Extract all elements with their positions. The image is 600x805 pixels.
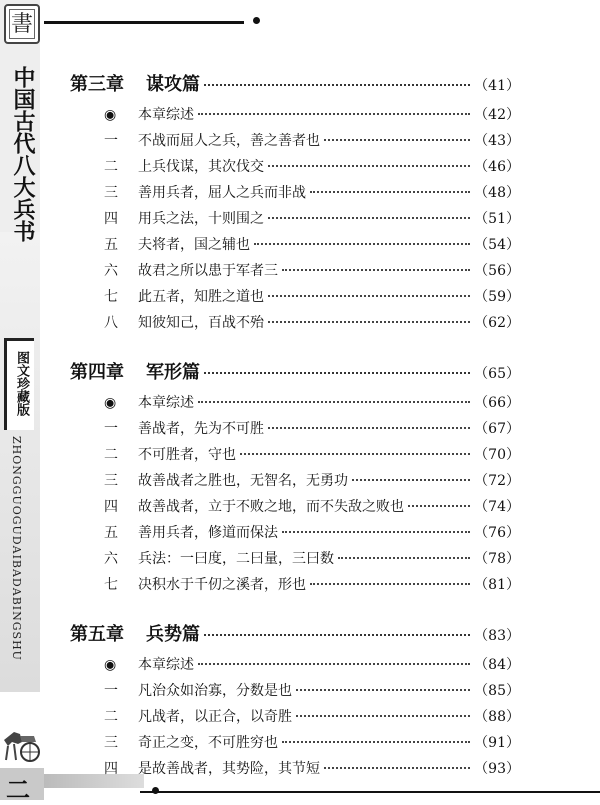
chariot-illustration [0, 722, 44, 764]
dot-leader [352, 479, 470, 481]
dot-leader [254, 243, 470, 245]
dot-leader [324, 767, 470, 769]
toc-entry[interactable] [70, 418, 520, 444]
toc-entry[interactable] [70, 680, 520, 706]
entry-title: 不战而屈人之兵，善之善者也 [138, 133, 320, 149]
dot-leader [338, 557, 470, 559]
entry-number: ◉ [104, 395, 117, 411]
entry-number: 二 [104, 159, 118, 175]
entry-page-number: （74） [474, 499, 520, 515]
toc-entry[interactable] [70, 574, 520, 600]
chapter-section [70, 358, 520, 600]
entry-title: 善战者，先为不可胜 [138, 421, 264, 437]
dot-leader [296, 689, 470, 691]
dot-leader [198, 113, 470, 115]
dot-leader [408, 505, 470, 507]
seal-logo [4, 4, 40, 44]
dot-leader [204, 84, 470, 86]
entry-number: 三 [104, 735, 118, 751]
chapter-page-number: （41） [474, 78, 520, 94]
spine [0, 0, 44, 804]
dot-leader [198, 401, 470, 403]
entry-page-number: （54） [474, 237, 520, 253]
edition-badge [4, 338, 34, 430]
toc-entry[interactable] [70, 156, 520, 182]
entry-page-number: （70） [474, 447, 520, 463]
chapter-number: 第四章 [70, 362, 124, 383]
dot-leader [282, 269, 470, 271]
entry-title: 故善战者，立于不败之地，而不失敌之败也 [138, 499, 404, 515]
entry-page-number: （72） [474, 473, 520, 489]
seal-logo-char: 書 [9, 9, 35, 39]
entry-number: 一 [104, 421, 118, 437]
entry-page-number: （93） [474, 761, 520, 777]
entry-number: 五 [104, 237, 118, 253]
dot-leader [282, 741, 470, 743]
edition-badge-label: 图文珍藏版 [14, 351, 29, 416]
entry-page-number: （78） [474, 551, 520, 567]
entry-title: 兵法：一曰度，二曰量，三曰数 [138, 551, 334, 567]
entry-page-number: （81） [474, 577, 520, 593]
entry-page-number: （85） [474, 683, 520, 699]
dot-leader [268, 217, 470, 219]
entry-number: 一 [104, 683, 118, 699]
toc-entry[interactable] [70, 654, 520, 680]
toc-entry[interactable] [70, 548, 520, 574]
entry-page-number: （91） [474, 735, 520, 751]
entry-title: 是故善战者，其势险，其节短 [138, 761, 320, 777]
toc-entry[interactable] [70, 706, 520, 732]
entry-page-number: （84） [474, 657, 520, 673]
toc-entry[interactable] [70, 496, 520, 522]
toc-entry[interactable] [70, 522, 520, 548]
chapter-page-number: （83） [474, 628, 520, 644]
entry-title: 善用兵者，修道而保法 [138, 525, 278, 541]
chapter-title: 谋攻篇 [146, 74, 200, 95]
entry-number: 四 [104, 499, 118, 515]
toc-entry[interactable] [70, 260, 520, 286]
book-title: 中国古代八大兵书 [10, 66, 36, 242]
entry-page-number: （62） [474, 315, 520, 331]
toc-entry[interactable] [70, 104, 520, 130]
entry-number: 七 [104, 289, 118, 305]
entry-title: 本章综述 [138, 107, 194, 123]
dot-leader [240, 453, 470, 455]
entry-number: 二 [104, 447, 118, 463]
chapter-page-number: （65） [474, 366, 520, 382]
entry-number: 七 [104, 577, 118, 593]
entry-number: 二 [104, 709, 118, 725]
entry-title: 知彼知己，百战不殆 [138, 315, 264, 331]
chapter-title: 兵势篇 [146, 624, 200, 645]
chapter-number: 第三章 [70, 74, 124, 95]
entry-title: 不可胜者，守也 [138, 447, 236, 463]
dot-leader [282, 531, 470, 533]
toc-entry[interactable] [70, 208, 520, 234]
table-of-contents [70, 70, 520, 804]
entry-title: 上兵伐谋，其次伐交 [138, 159, 264, 175]
entry-number: 五 [104, 525, 118, 541]
top-rule [44, 21, 244, 24]
dot-leader [324, 139, 470, 141]
entry-page-number: （51） [474, 211, 520, 227]
entry-number: ◉ [104, 107, 117, 123]
entry-title: 用兵之法，十则围之 [138, 211, 264, 227]
chapter-title: 军形篇 [146, 362, 200, 383]
entry-page-number: （59） [474, 289, 520, 305]
toc-entry[interactable] [70, 312, 520, 338]
dot-leader [204, 372, 470, 374]
chapter-heading[interactable] [70, 620, 520, 654]
entry-page-number: （66） [474, 395, 520, 411]
entry-number: 三 [104, 185, 118, 201]
entry-page-number: （48） [474, 185, 520, 201]
toc-entry[interactable] [70, 234, 520, 260]
book-title-pinyin: ZHONGGUOGUDAIBADABINGSHU [10, 436, 23, 661]
entry-number: 四 [104, 761, 118, 777]
entry-title: 凡战者，以正合，以奇胜 [138, 709, 292, 725]
entry-page-number: （56） [474, 263, 520, 279]
entry-title: 夫将者，国之辅也 [138, 237, 250, 253]
entry-number: 三 [104, 473, 118, 489]
chapter-number: 第五章 [70, 624, 124, 645]
entry-page-number: （67） [474, 421, 520, 437]
entry-page-number: （43） [474, 133, 520, 149]
toc-entry[interactable] [70, 470, 520, 496]
toc-entry[interactable] [70, 182, 520, 208]
entry-number: 四 [104, 211, 118, 227]
entry-number: 八 [104, 315, 118, 331]
dot-leader [198, 663, 470, 665]
entry-title: 本章综述 [138, 657, 194, 673]
entry-page-number: （46） [474, 159, 520, 175]
dot-leader [268, 321, 470, 323]
entry-number: ◉ [104, 657, 117, 673]
entry-title: 奇正之变，不可胜穷也 [138, 735, 278, 751]
entry-title: 故君之所以患于军者三 [138, 263, 278, 279]
entry-number: 六 [104, 263, 118, 279]
entry-title: 此五者，知胜之道也 [138, 289, 264, 305]
entry-page-number: （42） [474, 107, 520, 123]
chapter-section [70, 620, 520, 784]
page-number: 二 [6, 775, 30, 804]
dot-leader [204, 634, 470, 636]
dot-leader [268, 165, 470, 167]
dot-leader [310, 191, 470, 193]
toc-entry[interactable] [70, 732, 520, 758]
chapter-heading[interactable] [70, 358, 520, 392]
entry-title: 凡治众如治寡，分数是也 [138, 683, 292, 699]
entry-title: 善用兵者，屈人之兵而非战 [138, 185, 306, 201]
chapter-heading[interactable] [70, 70, 520, 104]
entry-page-number: （88） [474, 709, 520, 725]
entry-number: 六 [104, 551, 118, 567]
toc-entry[interactable] [70, 130, 520, 156]
toc-entry[interactable] [70, 286, 520, 312]
toc-entry[interactable] [70, 392, 520, 418]
dot-leader [268, 427, 470, 429]
entry-page-number: （76） [474, 525, 520, 541]
toc-entry[interactable] [70, 758, 520, 784]
entry-title: 本章综述 [138, 395, 194, 411]
entry-title: 决积水于千仞之溪者，形也 [138, 577, 306, 593]
toc-entry[interactable] [70, 444, 520, 470]
dot-leader [296, 715, 470, 717]
dot-leader [268, 295, 470, 297]
entry-number: 一 [104, 133, 118, 149]
entry-title: 故善战者之胜也，无智名，无勇功 [138, 473, 348, 489]
dot-leader [310, 583, 470, 585]
top-rule-dot [253, 17, 260, 24]
chapter-section [70, 70, 520, 338]
